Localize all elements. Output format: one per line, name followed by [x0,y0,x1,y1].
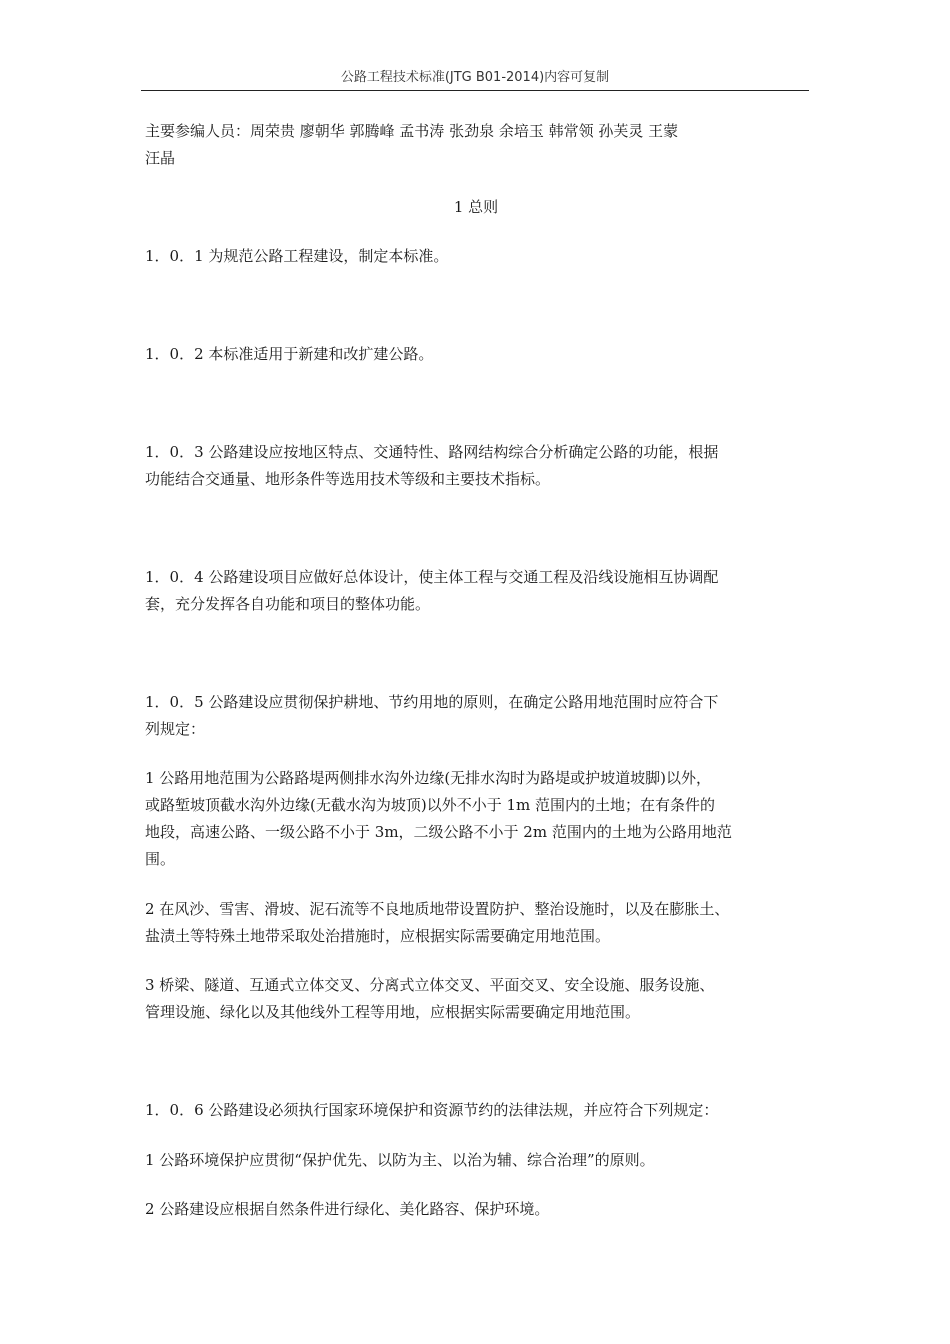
clause-1-0-4-line-1: 1．0．4 公路建设项目应做好总体设计，使主体工程与交通工程及沿线设施相互协调配 [145,568,719,586]
clause-1-0-4-line-2: 套，充分发挥各自功能和项目的整体功能。 [145,595,431,613]
clause-1-0-5-item-2-line-2: 盐渍土等特殊土地带采取处治措施时，应根据实际需要确定用地范围。 [145,927,611,945]
clause-1-0-5-item-3-line-1: 3 桥梁、隧道、互通式立体交叉、分离式立体交叉、平面交叉、安全设施、服务设施、 [145,976,715,994]
clause-1-0-5-item-3-line-2: 管理设施、绿化以及其他线外工程等用地，应根据实际需要确定用地范围。 [145,1003,641,1021]
clause-1-0-6: 1．0．6 公路建设必须执行国家环境保护和资源节约的法律法规，并应符合下列规定： [145,1101,719,1119]
header-text: 公路工程技术标准(JTG B01-2014)内容可复制 [340,70,610,85]
contributors-line-1: 主要参编人员：周荣贵 廖朝华 郭腾峰 孟书涛 张劲泉 余培玉 韩常领 孙芙灵 王蒙 [145,122,679,140]
clause-1-0-6-item-2: 2 公路建设应根据自然条件进行绿化、美化路容、保护环境。 [145,1200,550,1218]
clause-1-0-5-item-2-line-1: 2 在风沙、雪害、滑坡、泥石流等不良地质地带设置防护、整治设施时，以及在膨胀土、 [145,900,730,918]
clause-1-0-5-line-2: 列规定： [145,720,206,738]
contributors-line-2: 汪晶 [145,149,176,167]
page-header [141,68,809,91]
clause-1-0-5-item-1-line-4: 围。 [145,850,176,868]
clause-1-0-5-item-1-line-1: 1 公路用地范围为公路路堤两侧排水沟外边缘(无排水沟时为路堤或护坡道坡脚)以外， [145,769,712,787]
clause-1-0-3-line-1: 1．0．3 公路建设应按地区特点、交通特性、路网结构综合分析确定公路的功能，根据 [145,443,719,461]
clause-1-0-2: 1．0．2 本标准适用于新建和改扩建公路。 [145,345,434,363]
clause-1-0-3-line-2: 功能结合交通量、地形条件等选用技术等级和主要技术指标。 [145,470,551,488]
clause-1-0-1: 1．0．1 为规范公路工程建设，制定本标准。 [145,247,449,265]
clause-1-0-5-item-1-line-3: 地段，高速公路、一级公路不小于 3m，二级公路不小于 2m 范围内的土地为公路用地范 [145,823,732,841]
clause-1-0-6-item-1: 1 公路环境保护应贯彻“保护优先、以防为主、以治为辅、综合治理”的原则。 [145,1151,655,1169]
clause-1-0-5-item-1-line-2: 或路堑坡顶截水沟外边缘(无截水沟为坡顶)以外不小于 1m 范围内的土地；在有条件的 [145,796,716,814]
chapter-title: 1 总则 [453,198,499,216]
clause-1-0-5-line-1: 1．0．5 公路建设应贯彻保护耕地、节约用地的原则，在确定公路用地范围时应符合下 [145,693,719,711]
